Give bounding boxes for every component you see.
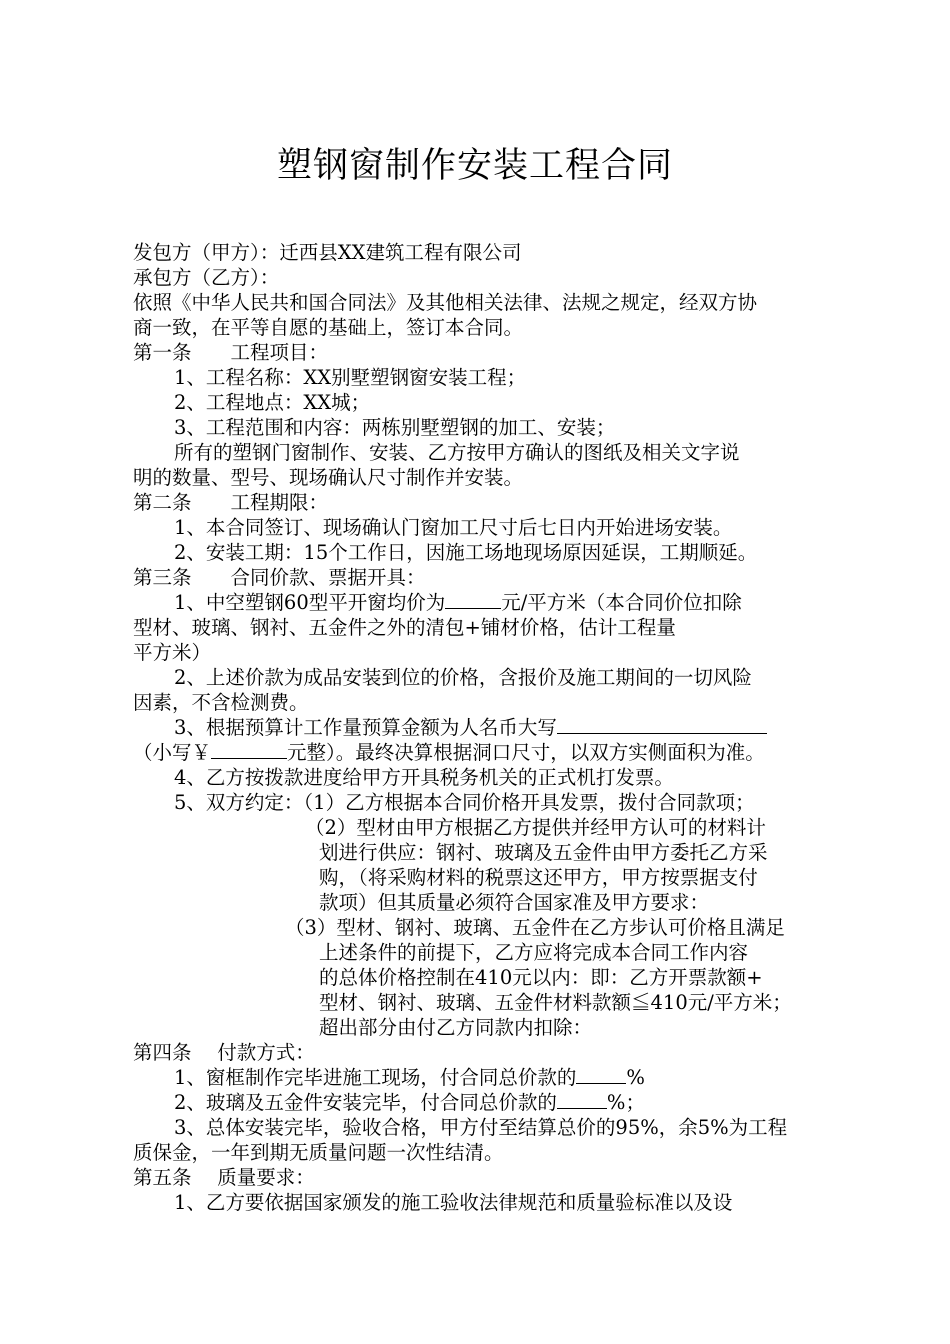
clause-line: 2、工程地点：XX城； (174, 391, 371, 414)
clause-line: 1、乙方要依据国家颁发的施工验收法律规范和质量验标准以及设 (174, 1191, 733, 1214)
clause-line: 型材、钢衬、玻璃、五金件材料款额≦410元/平方米； (319, 991, 792, 1014)
article-heading: 第五条 质量要求： (133, 1166, 315, 1189)
clause-text: % (626, 1066, 645, 1089)
clause-text: 元/平方米（本合同价位扣除 (501, 591, 742, 614)
clause-line: 平方米） (133, 641, 212, 664)
fill-in-blank[interactable] (557, 715, 767, 734)
clause-line: 2、安装工期：15个工作日，因施工场地现场原因延误，工期顺延。 (174, 541, 758, 564)
article-heading: 第三条 合同价款、票据开具： (133, 566, 426, 589)
clause-line: 款项）但其质量必须符合国家准及甲方要求： (319, 891, 710, 914)
clause-line: 型材、玻璃、钢衬、五金件之外的清包+铺材价格，估计工程量 (133, 616, 676, 639)
article-heading: 第一条 工程项目： (133, 341, 329, 364)
clause-line: 购，（将采购材料的税票这还甲方，甲方按票据支付 (319, 866, 758, 889)
clause-line: 1、本合同签订、现场确认门窗加工尺寸后七日内开始进场安装。 (174, 516, 733, 539)
clause-text: 1、窗框制作完毕进施工现场，付合同总价款的 (174, 1066, 577, 1089)
page-title: 塑钢窗制作安装工程合同 (276, 146, 673, 186)
clause-text: 3、根据预算计工作量预算金额为人名币大写 (174, 716, 557, 739)
clause-line: 2、上述价款为成品安装到位的价格，含报价及施工期间的一切风险 (174, 666, 752, 689)
clause-line: 3、总体安装完毕，验收合格，甲方付至结算总价的95%，余5%为工程 (174, 1116, 788, 1139)
clause-line: 超出部分由付乙方同款内扣除： (319, 1016, 593, 1039)
clause-line (133, 1090, 823, 1115)
clause-text: %； (606, 1091, 645, 1114)
clause-line: 5、双方约定：（1）乙方根据本合同价格开具发票，拨付合同款项； (174, 791, 755, 814)
clause-text: 2、玻璃及五金件安装完毕，付合同总价款的 (174, 1091, 557, 1114)
article-heading: 第四条 付款方式： (133, 1041, 315, 1064)
clause-text: （小写￥ (133, 741, 212, 764)
article-heading: 第二条 工程期限： (133, 491, 329, 514)
clause-line: 因素，不含检测费。 (133, 691, 309, 714)
clause-line: 1、工程名称：XX别墅塑钢窗安装工程； (174, 366, 527, 389)
clause-text: 元整）。最终决算根据洞口尺寸，以双方实侧面积为准。 (287, 741, 765, 764)
clause-line: 3、工程范围和内容：两栋别墅塑钢的加工、安装； (174, 416, 616, 439)
clause-line: 4、乙方按拨款进度给甲方开具税务机关的正式机打发票。 (174, 766, 674, 789)
clause-line: （2）型材由甲方根据乙方提供并经甲方认可的材料计 (305, 816, 766, 839)
preamble-line: 依照《中华人民共和国合同法》及其他相关法律、法规之规定，经双方协 (133, 291, 758, 314)
clause-line: 明的数量、型号、现场确认尺寸制作并安装。 (133, 466, 524, 489)
clause-text: 1、中空塑钢60型平开窗均价为 (174, 591, 446, 614)
clause-line: 质保金，一年到期无质量问题一次性结清。 (133, 1141, 504, 1164)
clause-line (133, 715, 823, 740)
clause-line: 的总体价格控制在410元以内：即：乙方开票款额+ (319, 966, 763, 989)
clause-line: 所有的塑钢门窗制作、安装、乙方按甲方确认的图纸及相关文字说 (174, 441, 740, 464)
party-a-line: 发包方（甲方）：迁西县XX建筑工程有限公司 (133, 241, 522, 264)
clause-line (133, 740, 823, 765)
fill-in-blank[interactable] (576, 1065, 626, 1084)
fill-in-blank[interactable] (445, 590, 501, 609)
clause-line: （3）型材、钢衬、玻璃、五金件在乙方步认可价格且满足 (285, 916, 785, 939)
fill-in-blank[interactable] (211, 740, 287, 759)
clause-line: 划进行供应：钢衬、玻璃及五金件由甲方委托乙方采 (319, 841, 768, 864)
clause-line: 上述条件的前提下，乙方应将完成本合同工作内容 (319, 941, 749, 964)
preamble-line: 商一致，在平等自愿的基础上，签订本合同。 (133, 316, 524, 339)
party-b-line: 承包方（乙方）： (133, 266, 280, 289)
clause-line (133, 1065, 823, 1090)
fill-in-blank[interactable] (557, 1090, 607, 1109)
clause-line (133, 590, 823, 615)
contract-body (133, 240, 823, 1215)
